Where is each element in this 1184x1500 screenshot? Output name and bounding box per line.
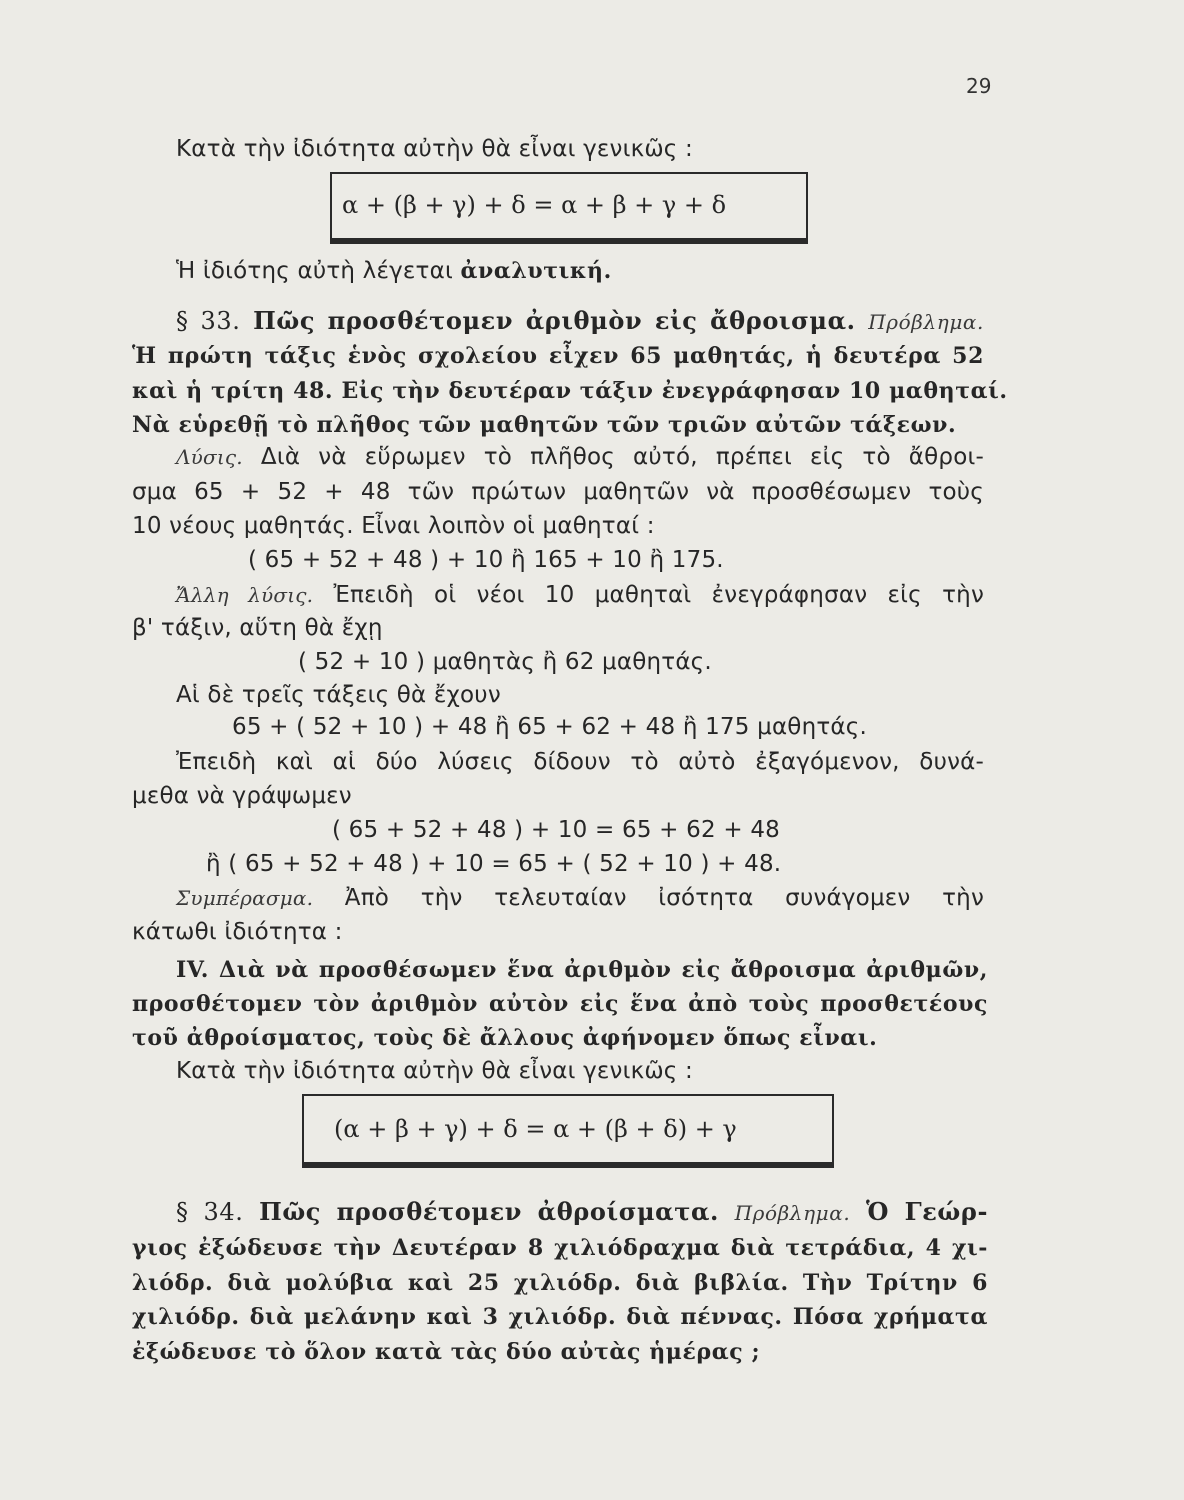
- formula-box-1: [330, 172, 808, 244]
- section-number: § 34.: [176, 1198, 244, 1226]
- formula-box-2: [302, 1094, 834, 1168]
- text-line: κάτωθι ἰδιότητα :: [132, 919, 343, 945]
- equation-line: ( 52 + 10 ) μαθητὰς ἢ 62 μαθητάς.: [298, 649, 712, 675]
- text-line: λιόδρ. διὰ μολύβια καὶ 25 χιλιόδρ. διὰ βιβλία. Τὴν Τρίτην 6: [132, 1270, 988, 1296]
- solution-label: Λύσις.: [176, 445, 243, 469]
- formula-text: α + (β + γ) + δ = α + β + γ + δ: [342, 191, 727, 219]
- equation-line: ἢ ( 65 + 52 + 48 ) + 10 = 65 + ( 52 + 10 ) + 48.: [206, 851, 782, 877]
- formula-text: (α + β + γ) + δ = α + (β + δ) + γ: [334, 1115, 737, 1143]
- text-span: Διὰ νὰ εὕρωμεν τὸ πλῆθος αὐτό, πρέπει εἰς τὸ ἄθροι-: [242, 444, 984, 470]
- text-line: 10 νέους μαθητάς. Εἶναι λοιπὸν οἱ μαθηταί :: [132, 513, 655, 539]
- text-line: χιλιόδρ. διὰ μελάνην καὶ 3 χιλιόδρ. διὰ πέννας. Πόσα χρήματα: [132, 1304, 988, 1330]
- text-line: Αἱ δὲ τρεῖς τάξεις θὰ ἔχουν: [176, 682, 501, 708]
- text-line: ἐξώδευσε τὸ ὅλον κατὰ τὰς δύο αὐτὰς ἡμέρας ;: [132, 1339, 761, 1365]
- text-line: Νὰ εὑρεθῇ τὸ πλῆθος τῶν μαθητῶν τῶν τριῶν αὐτῶν τάξεων.: [132, 412, 957, 438]
- solution-label: Ἄλλη λύσις.: [176, 583, 314, 607]
- conclusion-label: Συμπέρασμα.: [176, 886, 314, 910]
- text-line: [176, 442, 984, 472]
- equation-line: ( 65 + 52 + 48 ) + 10 = 65 + 62 + 48: [332, 817, 780, 843]
- rule-statement: IV. Διὰ νὰ προσθέσωμεν ἕνα ἀριθμὸν εἰς ἄθροισμα ἀριθμῶν,: [176, 957, 988, 983]
- section-heading: [176, 1197, 988, 1228]
- text-line: Κατὰ τὴν ἰδιότητα αὐτὴν θὰ εἶναι γενικῶς :: [176, 1058, 693, 1084]
- text-line: γιος ἐξώδευσε τὴν Δευτέραν 8 χιλιόδραχμα διὰ τετράδια, 4 χι-: [132, 1235, 988, 1261]
- text-span: Ἡ ἰδιότης αὐτὴ λέγεται: [176, 258, 461, 284]
- text-line: β' τάξιν, αὕτη θὰ ἔχῃ: [132, 615, 383, 641]
- text-line: [176, 883, 984, 913]
- section-title: Πῶς προσθέτομεν ἀθροίσματα.: [243, 1197, 735, 1226]
- text-span: Ὁ Γεώρ-: [850, 1197, 989, 1226]
- text-line: Κατὰ τὴν ἰδιότητα αὐτὴν θὰ εἶναι γενικῶς :: [176, 136, 693, 162]
- text-line: σμα 65 + 52 + 48 τῶν πρώτων μαθητῶν νὰ προσθέσωμεν τοὺς: [132, 479, 984, 505]
- section-number: § 33.: [176, 307, 241, 335]
- rule-statement: τοῦ ἀθροίσματος, τοὺς δὲ ἄλλους ἀφήνομεν ὅπως εἶναι.: [132, 1025, 878, 1051]
- problem-label: Πρόβλημα.: [868, 310, 984, 334]
- rule-statement: προσθέτομεν τὸν ἀριθμὸν αὐτὸν εἰς ἕνα ἀπὸ τοὺς προσθετέους: [132, 991, 988, 1017]
- section-heading: [176, 306, 984, 337]
- text-span: Ἀπὸ τὴν τελευταίαν ἰσότητα συνάγομεν τὴν: [313, 885, 984, 911]
- text-line: [176, 256, 612, 286]
- equation-line: ( 65 + 52 + 48 ) + 10 ἢ 165 + 10 ἢ 175.: [248, 547, 724, 573]
- term-bold: ἀναλυτική.: [460, 258, 612, 284]
- text-span: Ἐπειδὴ οἱ νέοι 10 μαθηταὶ ἐνεγράφησαν εἰς τὴν: [313, 582, 984, 608]
- text-line: μεθα νὰ γράψωμεν: [132, 783, 352, 809]
- section-title: Πῶς προσθέτομεν ἀριθμὸν εἰς ἄθροισμα.: [240, 306, 869, 335]
- page-number: 29: [966, 74, 992, 98]
- text-line: καὶ ἡ τρίτη 48. Εἰς τὴν δευτέραν τάξιν ἐνεγράφησαν 10 μαθηταί.: [132, 378, 1008, 404]
- text-line: Ἐπειδὴ καὶ αἱ δύο λύσεις δίδουν τὸ αὐτὸ ἐξαγόμενον, δυνά-: [176, 749, 984, 775]
- problem-label: Πρόβλημα.: [734, 1201, 851, 1225]
- text-line: Ἡ πρώτη τάξις ἑνὸς σχολείου εἶχεν 65 μαθητάς, ἡ δευτέρα 52: [132, 343, 984, 369]
- equation-line: 65 + ( 52 + 10 ) + 48 ἢ 65 + 62 + 48 ἢ 175 μαθητάς.: [232, 714, 867, 740]
- text-line: [176, 580, 984, 610]
